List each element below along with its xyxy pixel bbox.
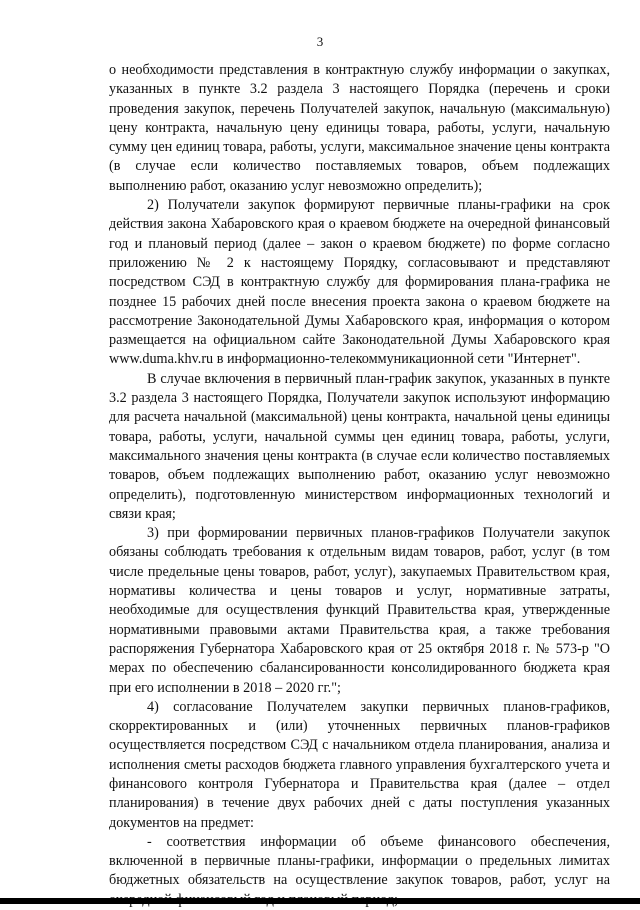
paragraph-item-3: 3) при формировании первичных планов-графиков Получатели закупок обязаны соблюдать требования к отдельным видам товаров, работ, услуг (в том числе предельные цены товаров, работ, услуг), закупаемых Правительством края, нормативы количества и цены товаров и услуг, нормативные затраты, необходимые для осуществления функций Правительства края, утвержденные нормативными правовыми актами Правительства края, а также требования распоряжения Губернатора Хабаровского края от 25 октября 2018 г. № 573-р "О мерах по обеспечению сбалансированности консолидированного бюджета края при его исполнении в 2018 – 2020 гг."; (109, 525, 610, 696)
paragraph-item-4: 4) согласование Получателем закупки первичных планов-графиков, скорректированных и (или) уточненных первичных планов-графиков осуществляется посредством СЭД с начальником отдела планирования, анализа и исполнения сметы расходов бюджета главного управления бухгалтерского учета и финансового контроля Губернатора и Правительства края (далее – отдел планирования) в течение двух рабочих дней с даты поступления указанных документов на предмет: (109, 698, 610, 831)
page-number: 3 (316, 34, 324, 49)
scan-bottom-edge (0, 898, 640, 904)
document-body (109, 61, 610, 910)
paragraph-continuation: о необходимости представления в контрактную службу информации о закупках, указанных в пункте 3.2 раздела 3 настоящего Порядка (перечень и сроки проведения закупок, перечень Получателей закупок, начальную (максимальную) цену контракта, начальную цену единицы товара, работы, услуги, начальную сумму цен единиц товара, работы, услуги, максимальное значение цены контракта (в случае если количество поставляемых товаров, объем подлежащих выполнению работ, оказанию услуг невозможно определить); (109, 62, 610, 194)
paragraph-inclusion-case: В случае включения в первичный план-график закупок, указанных в пункте 3.2 раздела 3 настоящего Порядка, Получатели закупок используют информацию для расчета начальной (максимальной) цены контракта, начальной цены единицы товара, работы, услуги, начальной суммы цен единиц товара, работы, услуги, максимального значения цены контракта (в случае если количество поставляемых товаров, объем подлежащих выполнению работ, оказанию услуг невозможно определить), подготовленную министерством информационных технологий и связи края; (109, 370, 610, 522)
paragraph-dash-item: - соответствия информации об объеме финансового обеспечения, включенной в первичные планы-графики, информации о предельных лимитах бюджетных обязательств на осуществление закупок товаров, работ, услуг на (109, 833, 610, 889)
paragraph-item-2: 2) Получатели закупок формируют первичные планы-графики на срок действия закона Хабаровского края о краевом бюджете на очередной финансовый год и плановый период (далее – закон о краевом бюджете) по форме согласно приложению № 2 к настоящему Порядку, согласовывают и представляют посредством СЭД в контрактную службу для формирования плана-графика не позднее 15 рабочих дней после внесения проекта закона о краевом бюджете на рассмотрение Законодательной Думы Хабаровского края, информация о котором размещается на официальном сайте Законодательной Думы Хабаровского края www.duma.khv.ru в информационно-телекоммуникационной сети "Интернет". (109, 197, 610, 368)
